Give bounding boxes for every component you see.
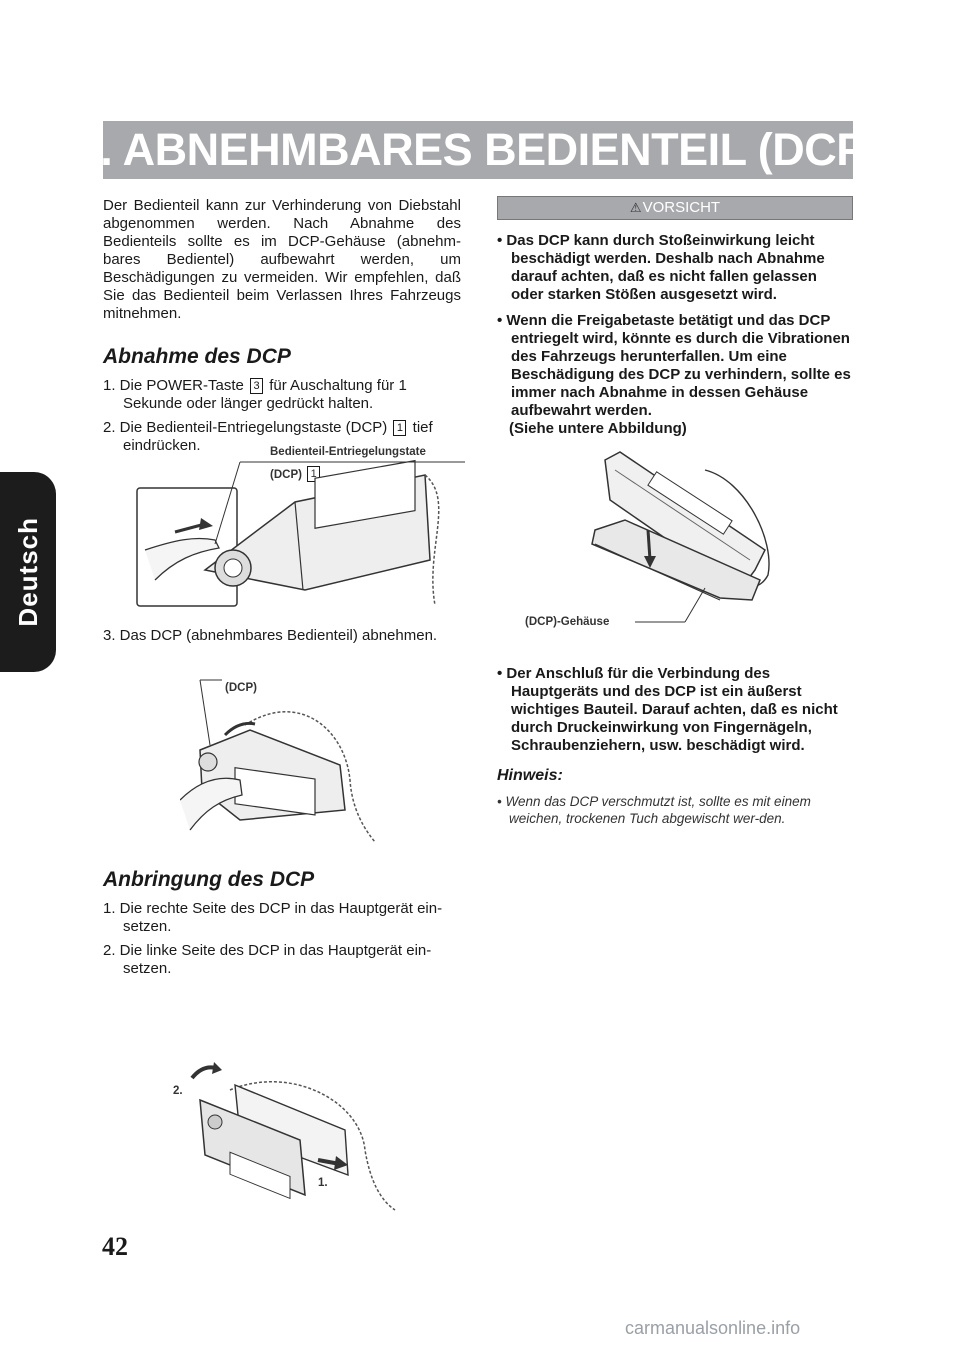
hint-text: • Wenn das DCP verschmutzt ist, sollte es mit einem weichen, trockenen Tuch abgewischt wer-den. [497,794,811,826]
attach-step-2: 2. Die linke Seite des DCP in das Hauptgerät ein-setzen. [103,942,432,977]
warning-icon: ⚠ [629,200,642,215]
dcp-case-label: (DCP)-Gehäuse [525,616,610,628]
right-column [497,196,853,446]
page-number: 42 [102,1232,128,1261]
attach-step-1: 1. Die rechte Seite des DCP in das Hauptgerät ein-setzen. [103,900,443,935]
attach-arrow-label-2: 2. [173,1085,183,1097]
caution-label: VORSICHT [642,199,721,216]
language-tab-label: Deutsch [12,517,43,627]
release-illustration [135,440,465,610]
key-badge: 1 [393,420,406,436]
removal-step-3: 3. Das DCP (abnehmbares Bedienteil) abnehmen. [103,627,438,644]
figure-dcp-label: (DCP) [225,682,257,694]
caution-bullet-2: • Wenn die Freigabetaste betätigt und das DCP entriegelt wird, könnte es durch die Vibrationen des Fahrzeugs herunterfallen. Um eine Beschädigung des DCP zu verhindern, sollte es immer nach Abnahme in dessen Gehäuse aufbewahrt werden. [497,312,851,419]
removal-heading: Abnahme des DCP [103,345,291,368]
figure-attach-dcp [170,1060,400,1215]
remove-illustration [180,670,380,845]
attach-steps [103,900,463,978]
caution-bullet-3: • Der Anschluß für die Verbindung des Hauptgeräts und des DCP ist ein äußerst wichtiges Bauteil. Darauf achten, daß es nicht durch Druckeinwirkung von Fingernägeln, Schraubenziehern, usw. beschädigt wird. [497,665,838,754]
attach-section [103,868,463,984]
figure-release-label: Bedienteil-Entriegelungstate [270,446,426,458]
key-badge: 3 [250,378,263,394]
section-title-bar [75,121,881,179]
attach-arrow-label-1: 1. [318,1177,328,1189]
right-column-lower [497,665,853,827]
figure-release-label-2: (DCP) 1 [270,466,322,482]
intro-paragraph: Der Bedienteil kann zur Verhinderung von Diebstahl abgenommen werden. Nach Abnahme des Bedienteils sollte es im DCP-Gehäuse (abnehm-bares Bedientel) aufbewahrt werden, um Beschädigungen zu vermeiden. Wir empfehlen, daß Sie das Bedienteil beim Verlassen Ihres Fahrzeugs mitnehmen. [103,197,461,322]
case-illustration [520,440,780,640]
connector-list [497,665,853,755]
caution-banner [497,196,853,220]
figure-release-button [135,440,465,610]
caution-list [497,232,853,438]
language-tab [0,472,56,672]
hint-heading: Hinweis: [497,767,563,784]
attach-illustration [170,1060,400,1215]
attach-heading: Anbringung des DCP [103,868,315,891]
caution-bullet-1: • Das DCP kann durch Stoßeinwirkung leicht beschädigt werden. Deshalb nach Abnahme darauf achten, daß es nicht fallen gelassen oder starken Stößen ausgesetzt wird. [497,232,825,303]
footer-watermark: carmanualsonline.info [625,1318,801,1338]
section-title: 4. ABNEHMBARES BEDIENTEIL (DCP) [75,124,881,175]
figure-remove-dcp [180,670,380,845]
removal-step-2: 2. Die Bedienteil-Entriegelungstaste (DCP) 1 tief eindrücken. [103,419,433,454]
caution-bullet-2-sub: (Siehe untere Abbildung) [509,420,687,437]
removal-step-1: 1. Die POWER-Taste 3 für Auschaltung für 1 Sekunde oder länger gedrückt halten. [103,377,407,412]
removal-step-3-block [103,627,463,645]
figure-dcp-case [520,440,780,640]
left-column [103,197,461,461]
